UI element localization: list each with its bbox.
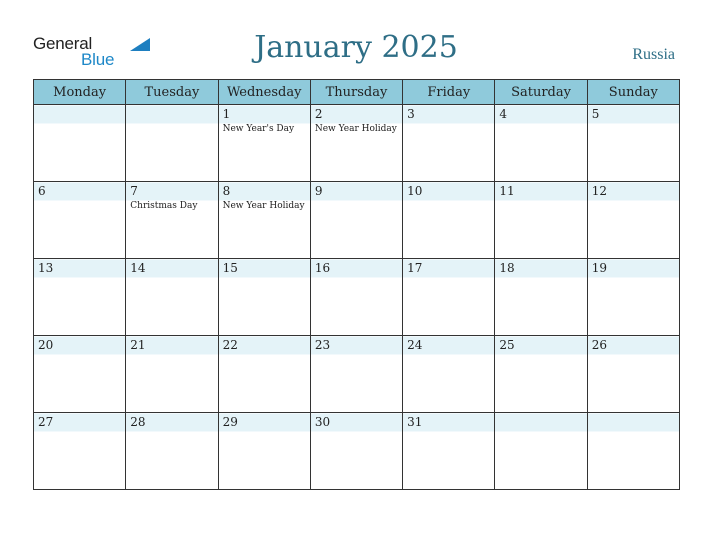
day-cell: [403, 259, 495, 336]
calendar-grid: [33, 79, 680, 490]
day-number: 30: [314, 415, 331, 429]
day-cell: [34, 105, 126, 182]
day-number: [495, 413, 586, 415]
day-number: 23: [314, 338, 331, 352]
day-cell: [34, 259, 126, 336]
day-cell: [587, 182, 679, 259]
day-number: 6: [38, 184, 46, 198]
day-number: [34, 105, 125, 107]
day-cell: [34, 182, 126, 259]
day-number: 5: [591, 107, 600, 121]
day-cell: [34, 336, 126, 413]
weekday-header-wednesday: Wednesday: [218, 80, 310, 105]
logo-text-general: General: [33, 34, 93, 53]
week-row: [34, 336, 680, 413]
day-number: 18: [499, 261, 515, 275]
country-label: Russia: [632, 46, 675, 63]
weekday-header-monday: Monday: [34, 80, 126, 105]
day-cell: [218, 413, 310, 490]
day-cell: [587, 105, 679, 182]
day-number: 10: [407, 184, 423, 198]
week-row: [34, 259, 680, 336]
day-cell: [310, 105, 402, 182]
day-number: 25: [499, 338, 515, 352]
day-number: 22: [222, 338, 238, 352]
day-cell: [218, 105, 310, 182]
day-cell: [310, 259, 402, 336]
day-cell: [587, 413, 679, 490]
day-number: 3: [407, 107, 415, 121]
day-number: [126, 105, 217, 107]
day-number: 12: [591, 184, 607, 198]
week-row: [34, 182, 680, 259]
weekday-header-row: [34, 80, 680, 105]
day-cell: [34, 413, 126, 490]
day-number: 21: [130, 338, 146, 352]
week-row: [34, 413, 680, 490]
weekday-header-tuesday: Tuesday: [126, 80, 218, 105]
day-cell: [403, 413, 495, 490]
holiday-label: New Year Holiday: [314, 124, 397, 134]
day-number: 19: [591, 261, 607, 275]
day-number: 16: [314, 261, 331, 275]
day-cell: [126, 105, 218, 182]
day-number: 13: [38, 261, 54, 275]
day-number: 24: [407, 338, 423, 352]
holiday-label: New Year's Day: [222, 124, 295, 134]
day-cell: [218, 259, 310, 336]
day-number: 29: [222, 415, 238, 429]
day-cell: [126, 336, 218, 413]
day-cell: [495, 413, 587, 490]
day-cell: [310, 182, 402, 259]
day-cell: [495, 336, 587, 413]
holiday-label: Christmas Day: [130, 201, 198, 211]
day-number: 9: [314, 184, 323, 198]
day-cell: [495, 182, 587, 259]
weekday-header-sunday: Sunday: [587, 80, 679, 105]
day-cell: [403, 105, 495, 182]
weekday-header-saturday: Saturday: [495, 80, 587, 105]
day-number: 28: [130, 415, 146, 429]
day-cell: [403, 336, 495, 413]
day-number: 8: [222, 184, 231, 198]
day-cell: [495, 105, 587, 182]
day-cell: [310, 413, 402, 490]
day-number: 2: [314, 107, 323, 121]
day-number: 17: [407, 261, 423, 275]
day-cell: [403, 182, 495, 259]
day-number: 31: [407, 415, 423, 429]
day-number: [588, 413, 679, 415]
day-cell: [218, 182, 310, 259]
day-number: 14: [130, 261, 146, 275]
week-row: [34, 105, 680, 182]
day-number: 1: [222, 107, 231, 121]
day-cell: [126, 182, 218, 259]
day-number: 11: [499, 184, 515, 198]
day-number: 15: [222, 261, 238, 275]
day-cell: [587, 336, 679, 413]
day-number: 26: [591, 338, 607, 352]
logo-text-blue: Blue: [81, 50, 115, 69]
day-number: 20: [38, 338, 54, 352]
day-cell: [310, 336, 402, 413]
day-cell: [126, 413, 218, 490]
day-number: 7: [130, 184, 138, 198]
day-number: 27: [38, 415, 54, 429]
page-title: January 2025: [254, 30, 458, 65]
holiday-label: New Year Holiday: [222, 201, 305, 211]
day-cell: [126, 259, 218, 336]
day-cell: [495, 259, 587, 336]
day-cell: [587, 259, 679, 336]
day-number: 4: [499, 107, 508, 121]
day-cell: [218, 336, 310, 413]
weekday-header-thursday: Thursday: [310, 80, 402, 105]
weekday-header-friday: Friday: [403, 80, 495, 105]
